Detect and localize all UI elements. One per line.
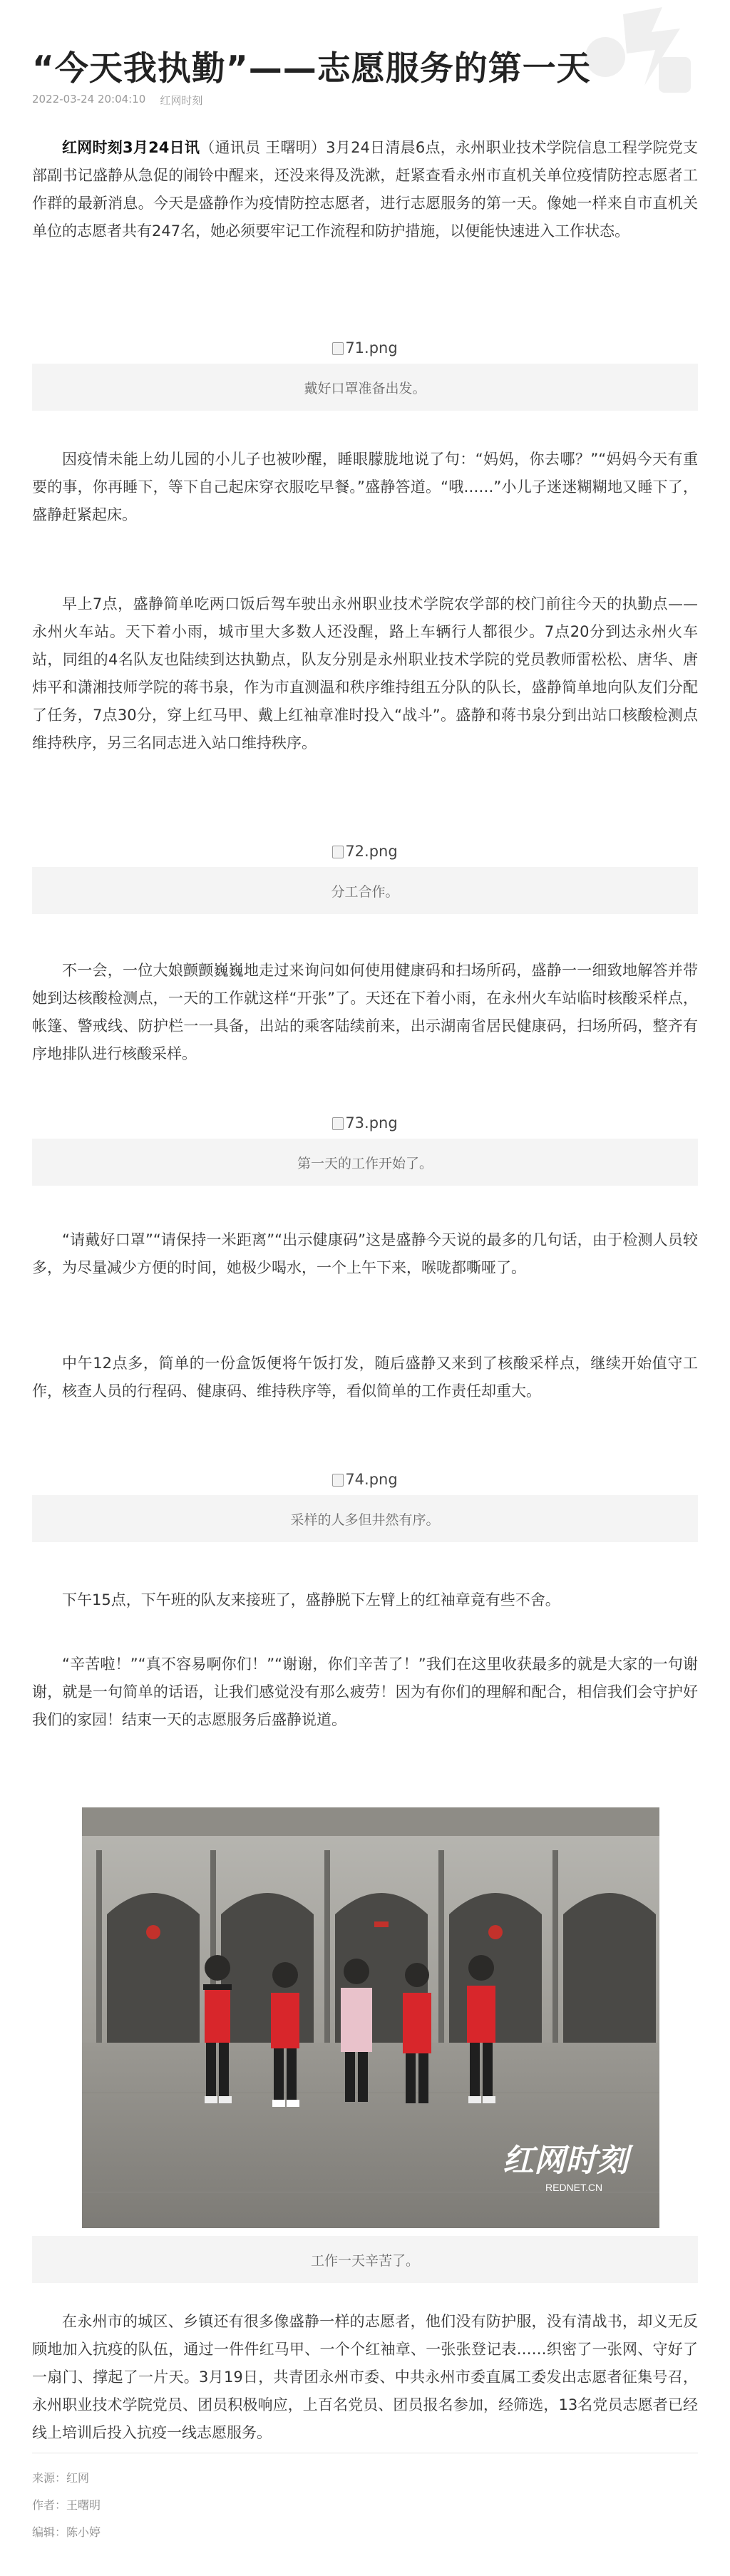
source-tag[interactable]: 红网时刻: [160, 94, 203, 107]
image-filename: 73.png: [345, 1114, 398, 1132]
image-filename: 74.png: [345, 1471, 398, 1488]
image-filename: 72.png: [345, 843, 398, 860]
paragraph-9: 在永州市的城区、乡镇还有很多像盛静一样的志愿者，他们没有防护服，没有清战书，却义无反顾地加入抗疫的队伍，通过一件件红马甲、一个个红袖章、一张张登记表……织密了一张网、守好了一扇门、撑起了一片天。3月19日，共青团永州市委、中共永州市委直属工委发出志愿者征集号召，永州职业技术学院党员、团员积极响应，上百名党员、团员报名参加，经筛选，13名党员志愿者已经线上培训后投入抗疫一线志愿服务。: [32, 2313, 698, 2441]
footer-editor: 编辑：陈小婷: [32, 2525, 101, 2539]
figure-caption: 戴好口罩准备出发。: [32, 364, 698, 411]
broken-image-icon: [332, 1474, 344, 1487]
paragraph-lead: 红网时刻3月24日讯: [62, 139, 200, 156]
broken-image-icon: [332, 1117, 344, 1130]
figure-caption: 分工合作。: [32, 867, 698, 914]
figure-2: [32, 836, 698, 914]
paragraph-5: “请戴好口罩”“请保持一米距离”“出示健康码”这是盛静今天说的最多的几句话，由于检测人员较多，为尽量减少方便的时间，她极少喝水，一个上午下来，喉咙都嘶哑了。: [32, 1231, 698, 1276]
figure-caption: 第一天的工作开始了。: [32, 1139, 698, 1186]
figure-caption: 采样的人多但井然有序。: [32, 1495, 698, 1542]
paragraph-7: 下午15点，下午班的队友来接班了，盛静脱下左臂上的红袖章竟有些不舍。: [62, 1591, 560, 1608]
photo-caption: 工作一天辛苦了。: [32, 2236, 698, 2283]
footer-source: 来源：红网: [32, 2471, 90, 2485]
article-meta: [32, 93, 202, 108]
svg-text:红网时刻: 红网时刻: [503, 2143, 628, 2178]
paragraph-8: “辛苦啦！”“真不容易啊你们！”“谢谢，你们辛苦了！”我们在这里收获最多的就是大家的一句谢谢，就是一句简单的话语，让我们感觉没有那么疲劳！因为有你们的理解和配合，相信我们会守护好我们的家园！结束一天的志愿服务后盛静说道。: [32, 1656, 698, 1728]
paragraph-4: 不一会，一位大娘颤颤巍巍地走过来询问如何使用健康码和扫场所码，盛静一一细致地解答并带她到达核酸检测点，一天的工作就这样“开张”了。天还在下着小雨，在永州火车站临时核酸采样点，帐篷、警戒线、防护栏一一具备，出站的乘客陆续前来，出示湖南省居民健康码，扫场所码，整齐有序地排队进行核酸采样。: [32, 962, 698, 1062]
paragraph-3: 早上7点，盛静简单吃两口饭后驾车驶出永州职业技术学院农学部的校门前往今天的执勤点——永州火车站。天下着小雨，城市里大多数人还没醒，路上车辆行人都很少。7点20分到达永州火车站，同组的4名队友也陆续到达执勤点，队友分别是永州职业技术学院的党员教师雷松松、唐华、唐炜平和潇湘技师学院的蒋书泉，作为市直测温和秩序维持组五分队的队长，盛静简单地向队友们分配了任务，7点30分，穿上红马甲、戴上红袖章准时投入“战斗”。盛静和蒋书泉分到出站口核酸检测点维持秩序，另三名同志进入站口维持秩序。: [32, 595, 698, 751]
paragraph-1-body: （通讯员 王曙明）3月24日清晨6点，永州职业技术学院信息工程学院党支部副书记盛静从急促的闹铃中醒来，还没来得及洗漱，赶紧查看永州市直机关单位疫情防控志愿者工作群的最新消息。今天是盛静作为疫情防控志愿者，进行志愿服务的第一天。像她一样来自市直机关单位的志愿者共有247名，她必须要牢记工作流程和防护措施，以便能快速进入工作状态。: [32, 139, 698, 240]
image-filename: 71.png: [345, 339, 398, 356]
image-placeholder: [32, 1107, 698, 1139]
image-placeholder: [32, 836, 698, 867]
footer-author: 作者：王曙明: [32, 2498, 101, 2512]
broken-image-icon: [332, 846, 344, 858]
article-footer: [32, 2453, 698, 2546]
publish-date: 2022-03-24 20:04:10: [32, 93, 146, 106]
image-placeholder: [32, 332, 698, 364]
svg-text:REDNET.CN: REDNET.CN: [545, 2182, 603, 2193]
volunteers-photo: [82, 1807, 659, 2228]
figure-4: [32, 1464, 698, 1542]
figure-1: [32, 332, 698, 411]
figure-3: [32, 1107, 698, 1186]
paragraph-1: [32, 134, 698, 245]
image-placeholder: [32, 1464, 698, 1495]
paragraph-6: 中午12点多，简单的一份盒饭便将午饭打发，随后盛静又来到了核酸采样点，继续开始值守工作，核查人员的行程码、健康码、维持秩序等，看似简单的工作责任却重大。: [32, 1355, 698, 1400]
paragraph-2: 因疫情未能上幼儿园的小儿子也被吵醒，睡眼朦胧地说了句：“妈妈，你去哪？”“妈妈今天有重要的事，你再睡下，等下自己起床穿衣服吃早餐。”盛静答道。“哦……”小儿子迷迷糊糊地又睡下了，盛静赶紧起床。: [32, 451, 698, 523]
broken-image-icon: [332, 342, 344, 355]
article-title: “今天我执勤”——志愿服务的第一天: [32, 49, 591, 89]
station-photo-graphic: [82, 1807, 659, 2228]
